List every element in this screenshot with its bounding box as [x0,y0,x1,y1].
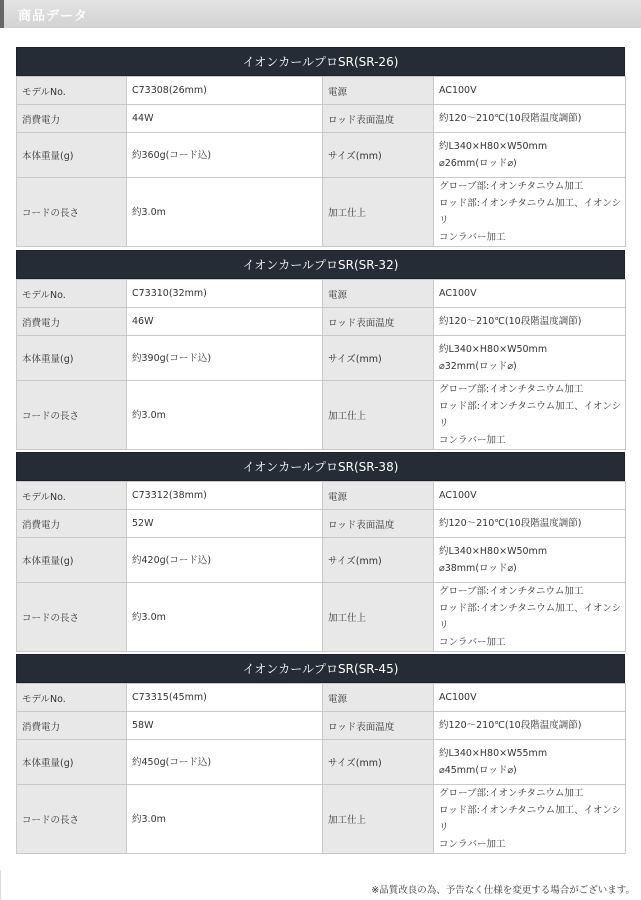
value-finish [434,785,626,854]
size-line-2: ⌀26mm(ロッド⌀) [439,158,517,169]
size-line-1: 約L340×H80×W50mm [439,344,548,355]
label-finish: 加工仕上 [323,381,434,450]
value-power-consumption: 58W [127,712,323,740]
finish-line-1: グローブ部:イオンチタニウム加工 [439,181,584,192]
value-rod-temp: 約120～210℃(10段階温度調節) [434,712,626,740]
value-weight: 約420g(コード込) [127,538,323,583]
label-rod-temp: ロッド表面温度 [323,510,434,538]
label-power-source: 電源 [323,684,434,712]
finish-line-3: コンラバー加工 [439,232,506,243]
value-cord: 約3.0m [127,381,323,450]
label-weight: 本体重量(g) [17,538,127,583]
label-power-consumption: 消費電力 [17,712,127,740]
value-model: C73312(38mm) [127,482,323,510]
label-power-source: 電源 [323,280,434,308]
spec-block-sr38 [16,452,625,652]
value-weight: 約360g(コード込) [127,133,323,178]
value-power-source: AC100V [434,482,626,510]
label-rod-temp: ロッド表面温度 [323,308,434,336]
label-weight: 本体重量(g) [17,133,127,178]
finish-line-2: ロッド部:イオンチタニウム加工、イオンシリ [439,603,622,631]
section-header [0,0,641,28]
label-size: サイズ(mm) [323,133,434,178]
size-line-2: ⌀38mm(ロッド⌀) [439,563,517,574]
spec-title: イオンカールプロSR(SR-45) [16,654,625,683]
label-finish: 加工仕上 [323,785,434,854]
value-model: C73308(26mm) [127,77,323,105]
label-size: サイズ(mm) [323,740,434,785]
finish-line-1: グローブ部:イオンチタニウム加工 [439,788,584,799]
value-rod-temp: 約120～210℃(10段階温度調節) [434,308,626,336]
section-title: 商品データ [18,9,89,24]
footnote: ※品質改良の為、予告なく仕様を変更する場合がございます。 [371,885,635,896]
value-rod-temp: 約120～210℃(10段階温度調節) [434,510,626,538]
spec-block-sr26 [16,47,625,247]
value-finish [434,583,626,652]
value-finish [434,178,626,247]
spec-table [16,279,626,450]
finish-line-3: コンラバー加工 [439,435,506,446]
finish-line-2: ロッド部:イオンチタニウム加工、イオンシリ [439,198,622,226]
value-finish [434,381,626,450]
label-finish: 加工仕上 [323,178,434,247]
label-cord: コードの長さ [17,381,127,450]
size-line-1: 約L340×H80×W50mm [439,141,548,152]
label-power-source: 電源 [323,482,434,510]
label-rod-temp: ロッド表面温度 [323,712,434,740]
value-cord: 約3.0m [127,785,323,854]
value-cord: 約3.0m [127,583,323,652]
value-power-consumption: 52W [127,510,323,538]
finish-line-1: グローブ部:イオンチタニウム加工 [439,384,584,395]
finish-line-2: ロッド部:イオンチタニウム加工、イオンシリ [439,401,622,429]
finish-line-1: グローブ部:イオンチタニウム加工 [439,586,584,597]
spec-table [16,481,626,652]
size-line-1: 約L340×H80×W50mm [439,546,548,557]
spec-table [16,76,626,247]
value-model: C73310(32mm) [127,280,323,308]
label-power-consumption: 消費電力 [17,510,127,538]
value-size [434,133,626,178]
label-cord: コードの長さ [17,178,127,247]
value-size [434,740,626,785]
label-weight: 本体重量(g) [17,740,127,785]
value-power-source: AC100V [434,77,626,105]
spec-title: イオンカールプロSR(SR-26) [16,47,625,76]
spec-block-sr45 [16,654,625,854]
value-power-source: AC100V [434,280,626,308]
label-cord: コードの長さ [17,583,127,652]
size-line-1: 約L340×H80×W55mm [439,748,548,759]
label-size: サイズ(mm) [323,538,434,583]
value-rod-temp: 約120～210℃(10段階温度調節) [434,105,626,133]
label-rod-temp: ロッド表面温度 [323,105,434,133]
label-model: モデルNo. [17,280,127,308]
value-weight: 約390g(コード込) [127,336,323,381]
label-model: モデルNo. [17,684,127,712]
size-line-2: ⌀32mm(ロッド⌀) [439,361,517,372]
size-line-2: ⌀45mm(ロッド⌀) [439,765,517,776]
finish-line-3: コンラバー加工 [439,839,506,850]
label-power-consumption: 消費電力 [17,105,127,133]
spec-table [16,683,626,854]
label-cord: コードの長さ [17,785,127,854]
label-power-source: 電源 [323,77,434,105]
spec-title: イオンカールプロSR(SR-38) [16,452,625,481]
value-power-consumption: 44W [127,105,323,133]
value-size [434,336,626,381]
spec-title: イオンカールプロSR(SR-32) [16,250,625,279]
value-power-source: AC100V [434,684,626,712]
finish-line-2: ロッド部:イオンチタニウム加工、イオンシリ [439,805,622,833]
label-model: モデルNo. [17,77,127,105]
finish-line-3: コンラバー加工 [439,637,506,648]
label-model: モデルNo. [17,482,127,510]
value-model: C73315(45mm) [127,684,323,712]
label-finish: 加工仕上 [323,583,434,652]
label-power-consumption: 消費電力 [17,308,127,336]
value-cord: 約3.0m [127,178,323,247]
label-weight: 本体重量(g) [17,336,127,381]
label-size: サイズ(mm) [323,336,434,381]
spec-block-sr32 [16,250,625,450]
edge-divider [0,870,1,900]
value-weight: 約450g(コード込) [127,740,323,785]
value-power-consumption: 46W [127,308,323,336]
value-size [434,538,626,583]
